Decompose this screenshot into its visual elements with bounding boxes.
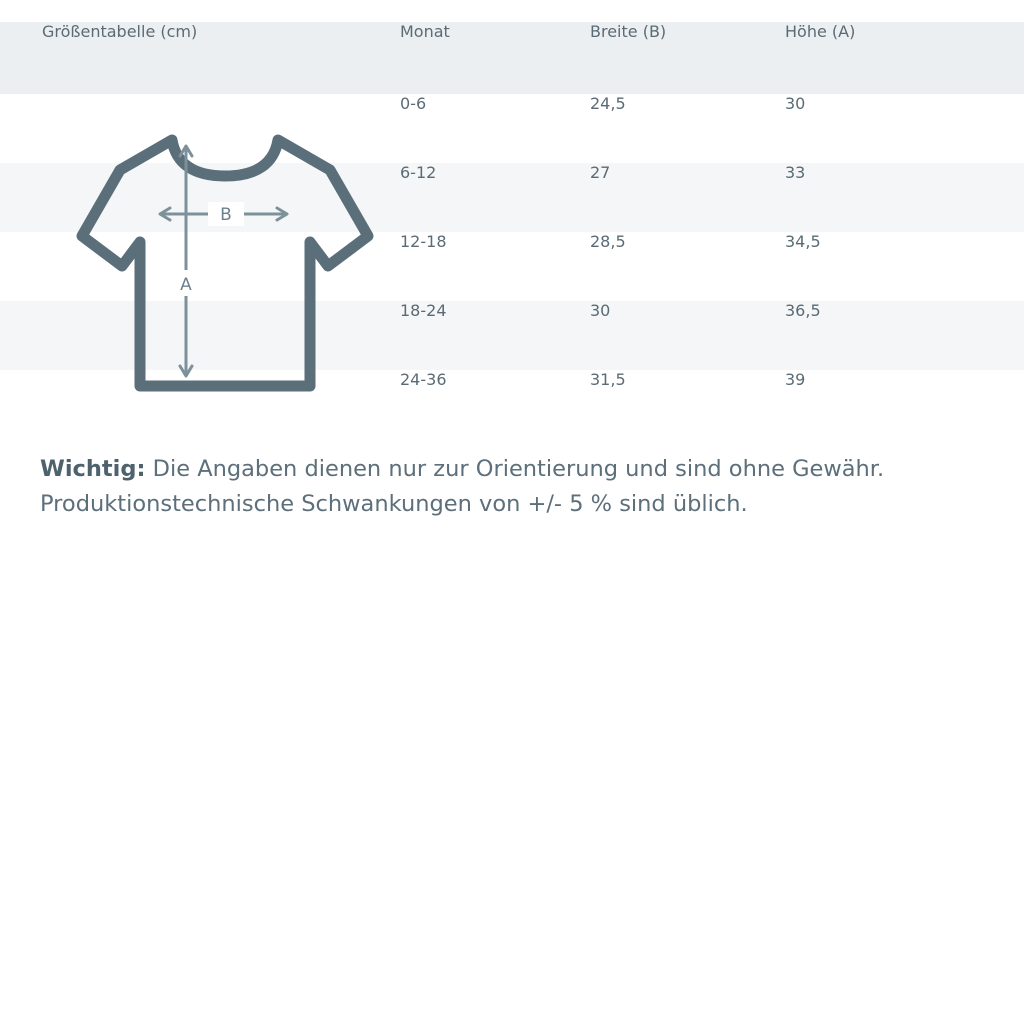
table-cell-monat: 18-24 — [400, 301, 590, 370]
width-label: B — [220, 205, 232, 225]
page-title: Größentabelle (cm) — [0, 22, 400, 94]
column-header-monat: Monat — [400, 22, 590, 94]
height-arrow — [180, 146, 192, 376]
table-cell-breite: 30 — [590, 301, 785, 370]
table-cell-breite: 28,5 — [590, 232, 626, 251]
table-cell-monat: 0-6 — [400, 94, 427, 113]
tshirt-icon — [60, 118, 390, 428]
tshirt-outline — [82, 140, 368, 386]
height-label: A — [180, 275, 192, 295]
table-cell-hoehe: 33 — [785, 163, 1024, 232]
table-cell-hoehe: 36,5 — [785, 301, 1024, 370]
table-cell-hoehe: 34,5 — [785, 232, 821, 251]
table-cell-monat: 6-12 — [400, 163, 590, 232]
table-cell-monat: 24-36 — [400, 370, 447, 389]
table-cell-hoehe: 39 — [785, 370, 806, 389]
column-header-hoehe: Höhe (A) — [785, 22, 1024, 94]
table-cell-breite: 27 — [590, 163, 785, 232]
table-cell-monat: 12-18 — [400, 232, 447, 251]
note-line-1 — [40, 452, 990, 487]
important-note — [40, 452, 990, 522]
table-cell-breite: 24,5 — [590, 94, 626, 113]
table-cell-hoehe: 30 — [785, 94, 806, 113]
table-cell-breite: 31,5 — [590, 370, 626, 389]
tshirt-illustration — [60, 118, 390, 428]
note-label: Wichtig: — [40, 456, 146, 482]
column-header-breite: Breite (B) — [590, 22, 785, 94]
note-text-1: Die Angaben dienen nur zur Orientierung und sind ohne Gewähr. — [145, 456, 885, 482]
note-line-2: Produktionstechnische Schwankungen von +/- 5 % sind üblich. — [40, 490, 748, 517]
